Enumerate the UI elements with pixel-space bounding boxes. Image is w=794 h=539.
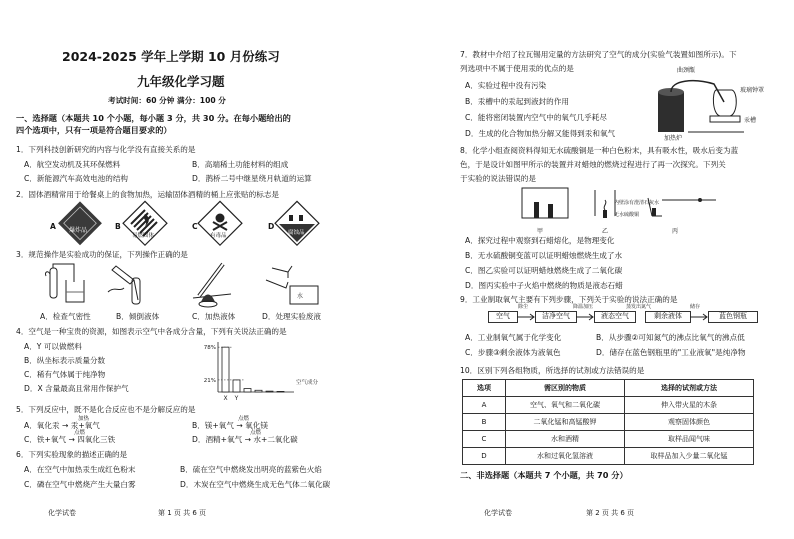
chart-bar	[233, 380, 240, 392]
question-3: 3．规范操作是实验成功的保证，下列操作正确的是	[16, 250, 188, 259]
fig-label-yi: 乙	[602, 228, 609, 235]
fig-label-jia: 甲	[537, 228, 544, 235]
q9-option-b[interactable]: B．从步骤②可知氮气的沸点比氧气的沸点低	[596, 333, 745, 342]
q1-option-c[interactable]: C．新能源汽车高效电池的结构	[24, 174, 129, 183]
q1-option-a[interactable]: A．航空发动机及其环保燃料	[24, 160, 121, 169]
q10-cell: 水和酒精	[506, 431, 625, 448]
arrow-label-dust: 除尘	[518, 304, 529, 310]
q10-cell: 伸入带火星的木条	[625, 397, 754, 414]
water-sink-label: 水	[297, 293, 304, 300]
q8-option-b[interactable]: B．无水硫酸铜变蓝可以证明蜡烛燃烧生成了水	[465, 251, 623, 260]
q1-option-d[interactable]: D．鹊桥二号中继星绕月轨道的运算	[192, 174, 312, 183]
q5-condition-ignite-b: 点燃	[238, 416, 250, 422]
lavoisier-apparatus-icon	[654, 72, 750, 140]
question-10: 10．区别下列各组物质，所选择的试剂或方法错误的是	[460, 366, 645, 375]
question-4: 4．空气是一种宝贵的资源，如图表示空气中各成分含量，下列有关说法正确的是	[16, 327, 287, 336]
q10-cell: 取样品加入少量二氧化锰	[625, 448, 754, 465]
q4-option-c[interactable]: C．稀有气体属于纯净物	[24, 370, 106, 379]
q5-condition-ignite-d: 点燃	[250, 430, 262, 436]
q10-cell: D	[463, 448, 506, 465]
flow-step-air: 空气	[488, 311, 518, 323]
furnace-label: 加热炉	[664, 135, 683, 142]
question-6: 6．下列实验现象的描述正确的是	[16, 450, 128, 459]
q5-option-a[interactable]: A．氧化汞 → 汞+氧气	[24, 421, 100, 430]
chart-bar	[244, 389, 251, 392]
q8-option-d[interactable]: D．图丙实验中子火焰中燃烧的物质是液态石蜡	[465, 281, 623, 290]
q3-option-d[interactable]: D．处理实验废液	[262, 312, 322, 321]
q7-option-c[interactable]: C．能将密闭装置内空气中的氧气几乎耗尽	[465, 113, 607, 122]
x-axis-label: 空气成分	[296, 380, 319, 386]
page-title: 2024-2025 学年上学期 10 月份练习	[62, 49, 280, 64]
explosive-sign-label: 爆炸品	[69, 227, 88, 234]
q5-option-d[interactable]: D．酒精+氧气 → 水+二氧化碳	[192, 435, 298, 444]
flow-step-clean-air: 洁净空气	[535, 311, 577, 323]
q10-header-method: 选择的试剂或方法	[625, 380, 754, 397]
chart-bar	[266, 391, 273, 392]
q10-cell: 水和过氧化氢溶液	[506, 448, 625, 465]
flow-step-remaining-liquid: 剩余液体	[645, 311, 691, 323]
q10-cell: B	[463, 414, 506, 431]
question-5: 5．下列反应中，既不是化合反应也不是分解反应的是	[16, 405, 196, 414]
q10-header-option: 选项	[463, 380, 506, 397]
q6-option-c[interactable]: C．磷在空气中燃烧产生大量白雾	[24, 480, 136, 489]
air-composition-chart	[196, 340, 319, 402]
explosive-sign-icon	[58, 202, 102, 246]
q8-option-a[interactable]: A．探究过程中观察到石蜡熔化，是物理变化	[465, 236, 615, 245]
flow-step-blue-cylinder: 蓝色钢瓶	[708, 311, 758, 323]
q10-header-substances: 需区别的物质	[506, 380, 625, 397]
page-subtitle: 九年级化学习题	[137, 74, 225, 89]
question-1: 1．下列科技创新研究的内容与化学没有直接关系的是	[16, 145, 196, 154]
q10-cell: 观察固体颜色	[625, 414, 754, 431]
arrow-label-cool: 降温加压	[573, 304, 594, 310]
flammable-solid-sign-label: 易燃固体	[132, 233, 155, 239]
footer-right-page: 第 2 页 共 6 页	[586, 509, 635, 517]
exam-info: 考试时间：60 分钟 满分：100 分	[108, 96, 226, 105]
airtightness-check-icon	[44, 262, 94, 307]
q9-option-a[interactable]: A．工业制氧气属于化学变化	[465, 333, 562, 342]
chart-bar	[277, 391, 284, 392]
q5-option-b[interactable]: B．镁+氧气 → 氧化镁	[192, 421, 268, 430]
q2-label-d[interactable]: D	[268, 222, 275, 231]
question-7-line2: 列选项中不属于使用汞的优点的是	[460, 64, 574, 73]
q10-cell: 空气、氧气和二氧化碳	[506, 397, 625, 414]
q4-option-d[interactable]: D．X 含量最高且常用作保护气	[24, 384, 129, 393]
section-2-heading: 二、非选择题（本题共 7 个小题，共 70 分）	[460, 470, 628, 480]
q6-option-b[interactable]: B．硫在空气中燃烧发出明亮的蓝紫色火焰	[180, 465, 322, 474]
x-tick-label: Y	[234, 395, 239, 402]
y-tick-label: 21%	[203, 377, 216, 384]
chart-bar	[255, 390, 262, 392]
mercury-trough-label: 汞槽	[744, 117, 757, 124]
flow-arrows-icon	[516, 312, 716, 322]
dispose-waste-icon	[262, 262, 322, 307]
question-8: 8．化学小组查阅资料得知无水硫酸铜是一种白色粉末，具有吸水性，吸水后变为蓝	[460, 146, 739, 155]
q3-option-b[interactable]: B．倾倒液体	[116, 312, 160, 321]
section-1-heading-line2: 四个选项中，只有一项是符合题目要求的）	[16, 125, 172, 135]
footer-left-page: 第 1 页 共 6 页	[158, 509, 207, 517]
fig-label-bing: 丙	[672, 228, 679, 235]
arrow-label-evaporate: 蒸发出氮气	[626, 304, 652, 310]
footer-left-title: 化学试卷	[48, 509, 76, 517]
q5-condition-ignite-c: 点燃	[74, 430, 86, 436]
question-8-line2: 色，于是设计如图甲所示的装置并对蜡烛的燃烧过程进行了再一次探究。下列关	[460, 160, 726, 169]
q3-option-a[interactable]: A．检查气密性	[40, 312, 91, 321]
footer-right-title: 化学试卷	[484, 509, 512, 517]
q10-cell: 二氧化锰和高锰酸钾	[506, 414, 625, 431]
q7-option-d[interactable]: D．生成的化合物加热分解又能得到汞和氧气	[465, 129, 616, 138]
question-8-line3: 于实验的说法错误的是	[460, 174, 536, 183]
flow-step-liquid-air: 液态空气	[594, 311, 636, 323]
q6-option-d[interactable]: D．木炭在空气中燃烧生成无色气体二氧化碳	[180, 480, 331, 489]
corrosive-sign-icon	[275, 202, 319, 246]
q6-option-a[interactable]: A．在空气中加热汞生成红色粉末	[24, 465, 136, 474]
table-row[interactable]	[463, 448, 754, 465]
arrow-label-store: 储存	[690, 304, 701, 310]
q7-option-a[interactable]: A．实验过程中没有污染	[465, 81, 547, 90]
pour-liquid-icon	[106, 262, 156, 307]
section-1-heading: 一、选择题（本题共 10 个小题，每小题 3 分，共 30 分。在每小题给出的	[16, 113, 291, 123]
q2-label-c[interactable]: C	[192, 222, 198, 231]
q10-cell: 取样品闻气味	[625, 431, 754, 448]
x-tick-label: X	[223, 395, 228, 402]
chart-bar	[222, 347, 229, 392]
table-row[interactable]	[463, 431, 754, 448]
q9-option-c[interactable]: C．步骤③剩余液体为液氧色	[465, 348, 561, 357]
question-7: 7．教材中介绍了拉瓦锡用定量的方法研究了空气的成分(实验气装置如图所示)。下	[460, 50, 737, 59]
retort-label: 曲颈甑	[677, 67, 696, 74]
question-2: 2．固体酒精常用于给餐桌上的食物加热，运输固体酒精的桶上应张贴的标志是	[16, 190, 280, 199]
q4-option-b[interactable]: B．纵坐标表示质量分数	[24, 356, 106, 365]
q2-label-b[interactable]: B	[115, 222, 121, 231]
q7-option-b[interactable]: B．汞槽中的汞起到液封的作用	[465, 97, 569, 106]
table-row[interactable]	[463, 397, 754, 414]
y-tick-label: 78%	[203, 345, 216, 352]
bell-jar-label: 玻璃钟罩	[740, 87, 765, 94]
q8-option-c[interactable]: C．图乙实验可以证明蜡烛燃烧生成了二氧化碳	[465, 266, 623, 275]
table-row[interactable]	[463, 414, 754, 431]
heat-liquid-icon	[187, 258, 237, 308]
q10-table	[462, 379, 754, 465]
limewater-note: 内壁涂有澄清石灰水	[614, 200, 660, 206]
q3-option-c[interactable]: C．加热液体	[192, 312, 236, 321]
q10-cell: C	[463, 431, 506, 448]
q4-option-a[interactable]: A．Y 可以做燃料	[24, 342, 82, 351]
q5-option-c[interactable]: C．铁+氧气 → 四氧化三铁	[24, 435, 116, 444]
q9-option-d[interactable]: D．储存在蓝色钢瓶里的"工业液氧"是纯净物	[596, 348, 746, 357]
q10-cell: A	[463, 397, 506, 414]
q2-label-a[interactable]: A	[50, 222, 56, 231]
corrosive-sign-label: 腐蚀品	[288, 230, 305, 236]
q1-option-b[interactable]: B．高端稀土功能材料的组成	[192, 160, 289, 169]
toxic-sign-label: 有毒品	[210, 233, 227, 239]
cuso4-label: 无水硫酸铜	[614, 212, 640, 218]
q5-condition-heat: 加热	[78, 416, 90, 422]
question-9: 9．工业制取氧气主要有下列步骤，下列关于实验的说法正确的是	[460, 295, 678, 304]
